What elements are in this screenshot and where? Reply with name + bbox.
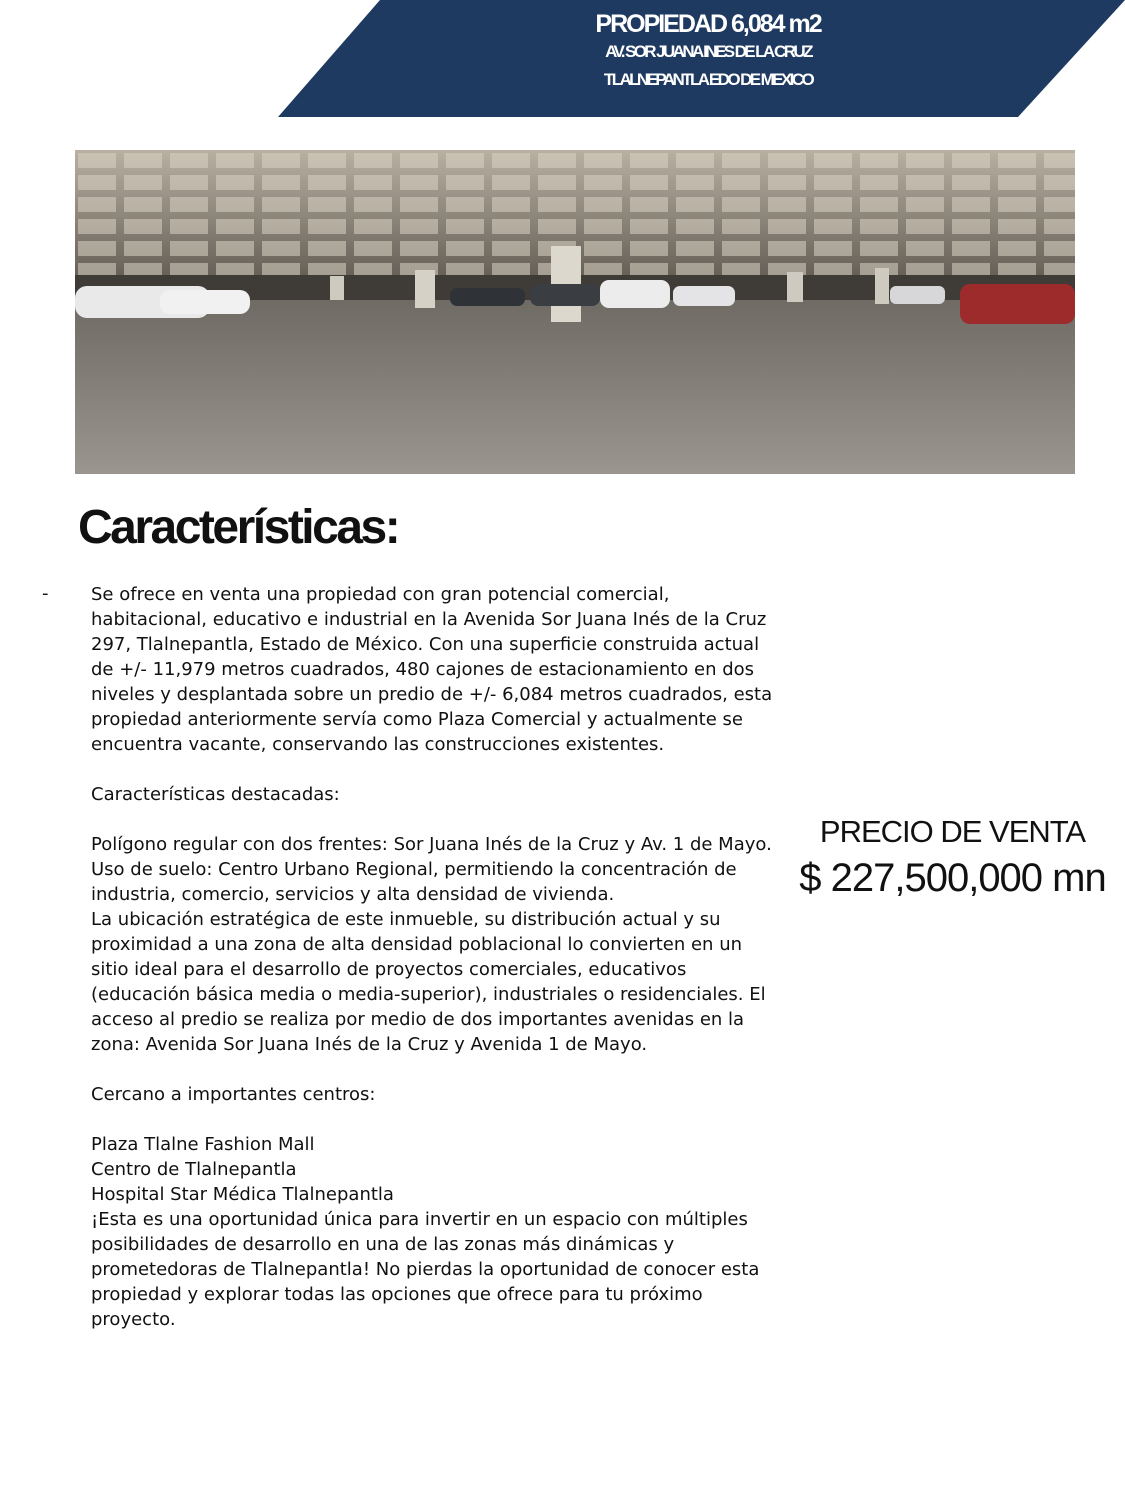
property-photo [75, 150, 1075, 474]
nearby-title: Cercano a importantes centros: [91, 1084, 376, 1105]
highlight-item: La ubicación estratégica de este inmueble, su distribución actual y su proximidad a una zona de alta densidad poblacional lo convierten en un sitio ideal para el desarrollo de proyectos comerciales, educativos (educación básica media o media-superior), industriales o residenciales. El acceso al predio se realiza por medio de dos importantes avenidas en la zona: Avenida Sor Juana Inés de la Cruz y Avenida 1 de Mayo. [91, 909, 766, 1055]
bullet-dash: - [42, 583, 49, 604]
intro-paragraph: Se ofrece en venta una propiedad con gran potencial comercial, habitacional, educativo e industrial en la Avenida Sor Juana Inés de la Cruz 297, Tlalnepantla, Estado de México. Con una superficie construida actual de +/- 11,979 metros cuadrados, 480 cajones de estacionamiento en dos niveles y desplantada sobre un predio de +/- 6,084 metros cuadrados, esta propiedad anteriormente servía como Plaza Comercial y actualmente se encuentra vacante, conservando las construcciones existentes. [91, 584, 773, 755]
highlight-item: Uso de suelo: Centro Urbano Regional, permitiendo la concentración de industria, comercio, servicios y alta densidad de vivienda. [91, 859, 737, 905]
property-street: AV. SOR JUANA INES DE LA CRUZ [605, 42, 811, 61]
nearby-item: Hospital Star Médica Tlalnepantla [91, 1184, 394, 1205]
highlight-item: Polígono regular con dos frentes: Sor Juana Inés de la Cruz y Av. 1 de Mayo. [91, 834, 772, 855]
header-banner-text [478, 10, 938, 94]
features-heading: Características: [78, 501, 399, 554]
property-city: TLALNEPANTLA EDO DE MEXICO [603, 70, 813, 89]
highlights-title: Características destacadas: [91, 784, 340, 805]
nearby-item: Plaza Tlalne Fashion Mall [91, 1134, 315, 1155]
price-label: PRECIO DE VENTA [819, 814, 1086, 849]
property-title: PROPIEDAD 6,084 m2 [595, 10, 821, 38]
closing-paragraph: ¡Esta es una oportunidad única para invertir en un espacio con múltiples posibilidades de desarrollo en una de las zonas más dinámicas y prometedoras de Tlalnepantla! No pierdas la oportunidad de conocer esta propiedad y explorar todas las opciones que ofrece para tu próximo proyecto. [91, 1209, 760, 1330]
property-description [91, 582, 781, 1332]
price-value: $ 227,500,000 mn [799, 856, 1106, 900]
nearby-item: Centro de Tlalnepantla [91, 1159, 297, 1180]
